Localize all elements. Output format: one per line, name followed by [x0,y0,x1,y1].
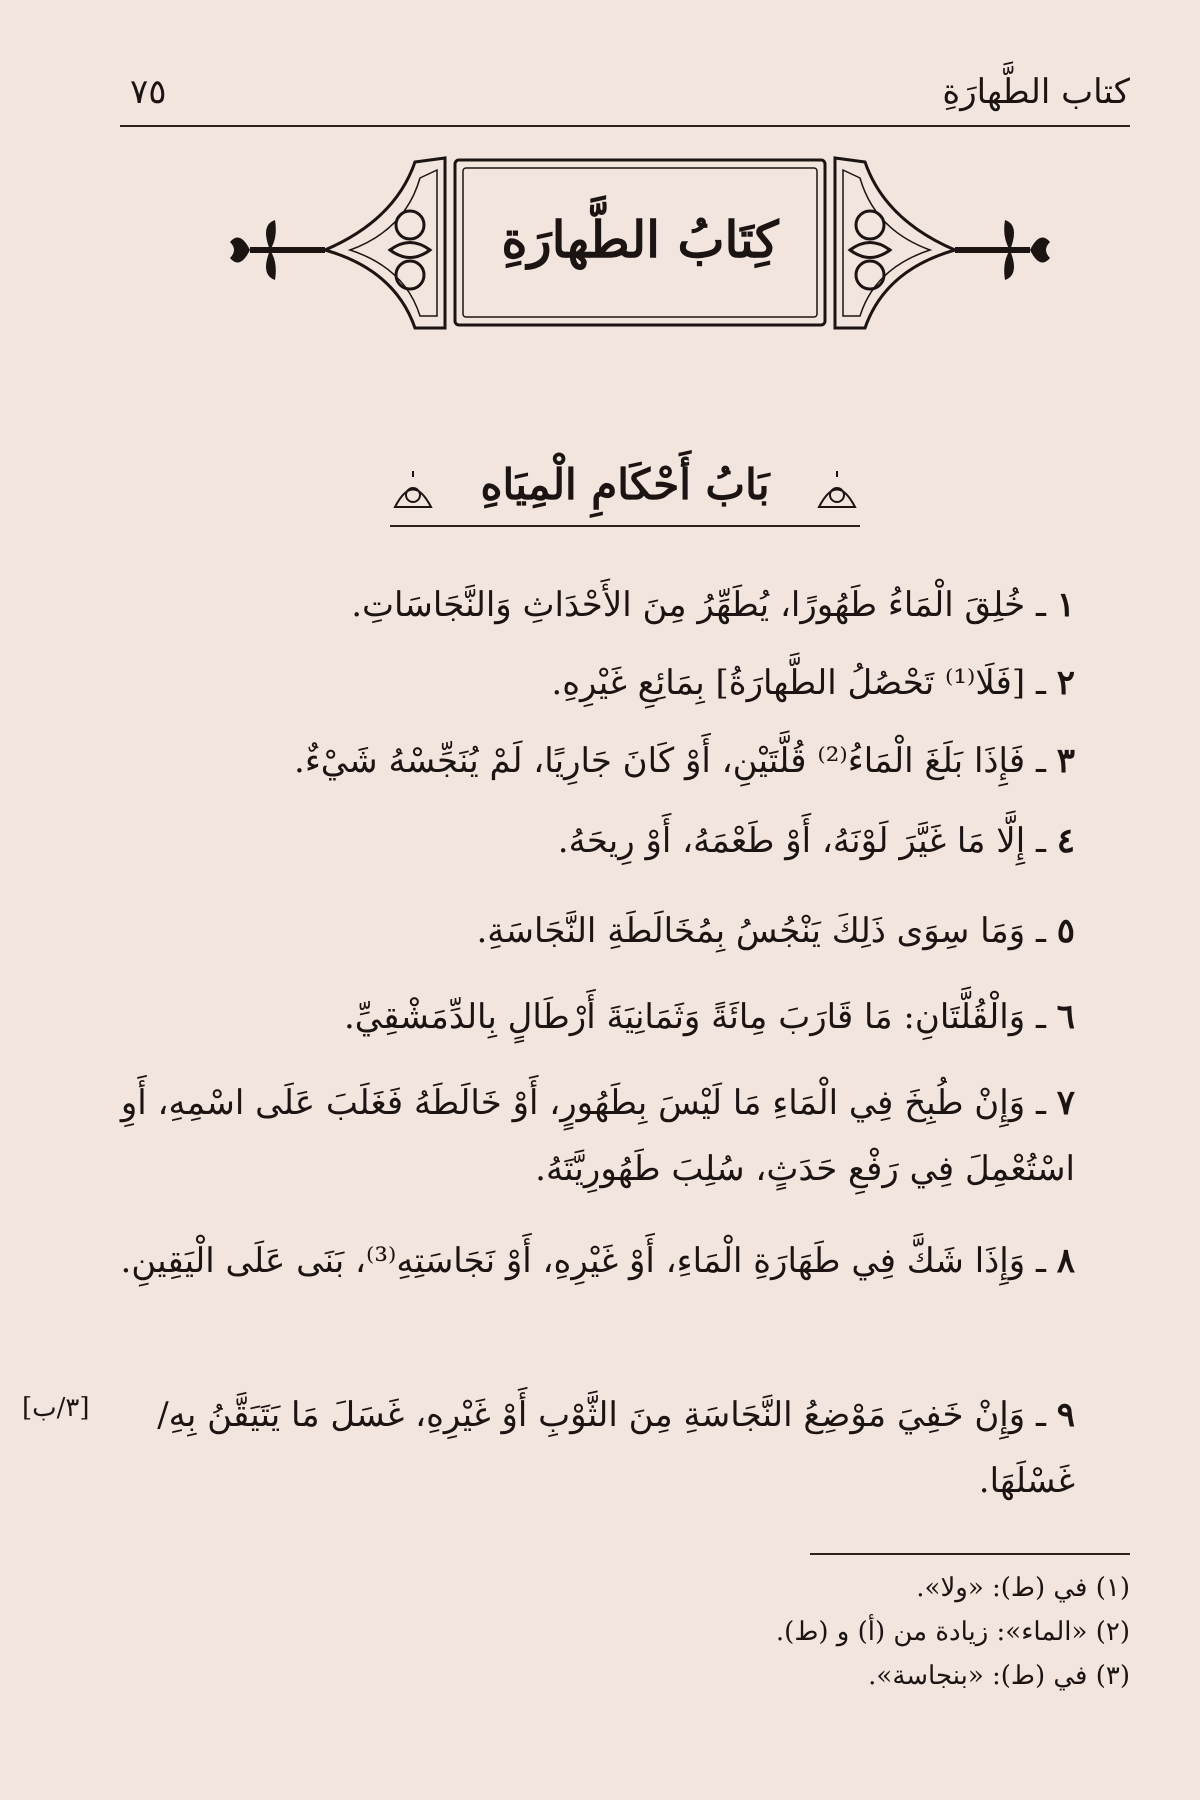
chapter-title: بَابُ أَحْكَامِ الْمِيَاهِ [480,460,770,509]
chapter-underline [390,525,860,527]
paragraph: ١ ـ خُلِقَ الْمَاءُ طَهُورًا، يُطَهِّرُ مِنَ الأَحْدَاثِ وَالنَّجَاسَاتِ. [351,585,1075,625]
paragraph: ٨ ـ وَإِذَا شَكَّ فِي طَهَارَةِ الْمَاءِ، أَوْ غَيْرِهِ، أَوْ نَجَاسَتِهِ⁽³⁾، بَنَى عَلَى الْيَقِينِ. [120,1241,1075,1281]
running-title: كتاب الطَّهارَةِ [942,72,1130,112]
paragraph: ٦ ـ وَالْقُلَّتَانِ: مَا قَارَبَ مِائَةً وَثَمَانِيَةَ أَرْطَالٍ بِالدِّمَشْقِيِّ. [343,997,1075,1037]
footnote-divider [810,1553,1130,1555]
ornament-right-icon [814,467,860,513]
paragraph: ٤ ـ إِلَّا مَا غَيَّرَ لَوْنَهُ، أَوْ طَعْمَهُ، أَوْ رِيحَهُ. [557,821,1075,861]
running-header [120,70,1130,127]
book-title-banner [230,150,1050,340]
page-number: ٧٥ [130,72,167,112]
margin-folio-note: [٣/ب] [22,1393,90,1423]
paragraph: ٢ ـ [فَلَا⁽¹⁾ تَحْصُلُ الطَّهارَةُ] بِمَائِعِ غَيْرِهِ. [551,663,1075,703]
footnote: (٢) «الماء»: زيادة من (أ) و (ط). [775,1617,1130,1647]
paragraph: ٥ ـ وَمَا سِوَى ذَلِكَ يَنْجُسُ بِمُخَالَطَةِ النَّجَاسَةِ. [476,911,1075,951]
paragraph: ٣ ـ فَإِذَا بَلَغَ الْمَاءُ⁽²⁾ قُلَّتَيْنِ، أَوْ كَانَ جَارِيًا، لَمْ يُنَجِّسْهُ شَيْءٌ. [294,741,1075,781]
footnote: (٣) في (ط): «بنجاسة». [868,1661,1130,1691]
chapter-heading [390,455,860,530]
footnote: (١) في (ط): «ولا». [916,1573,1130,1603]
ornament-left-icon [390,467,436,513]
book-title: كِتَابُ الطَّهارَةِ [501,210,779,269]
paragraph: ٧ ـ وَإِنْ طُبِخَ فِي الْمَاءِ مَا لَيْسَ بِطَهُورٍ، أَوْ خَالَطَهُ فَغَلَبَ عَلَى اسْمِهِ، أَوِ اسْتُعْمِلَ فِي رَفْعِ حَدَثٍ، سُلِبَ طَهُورِيَّتَهُ. [120,1083,1075,1189]
paragraph: ٩ ـ وَإِنْ خَفِيَ مَوْضِعُ النَّجَاسَةِ مِنَ الثَّوْبِ أَوْ غَيْرِهِ، غَسَلَ مَا يَتَيَقَّنُ بِهِ/ غَسْلَهَا. [157,1395,1075,1501]
